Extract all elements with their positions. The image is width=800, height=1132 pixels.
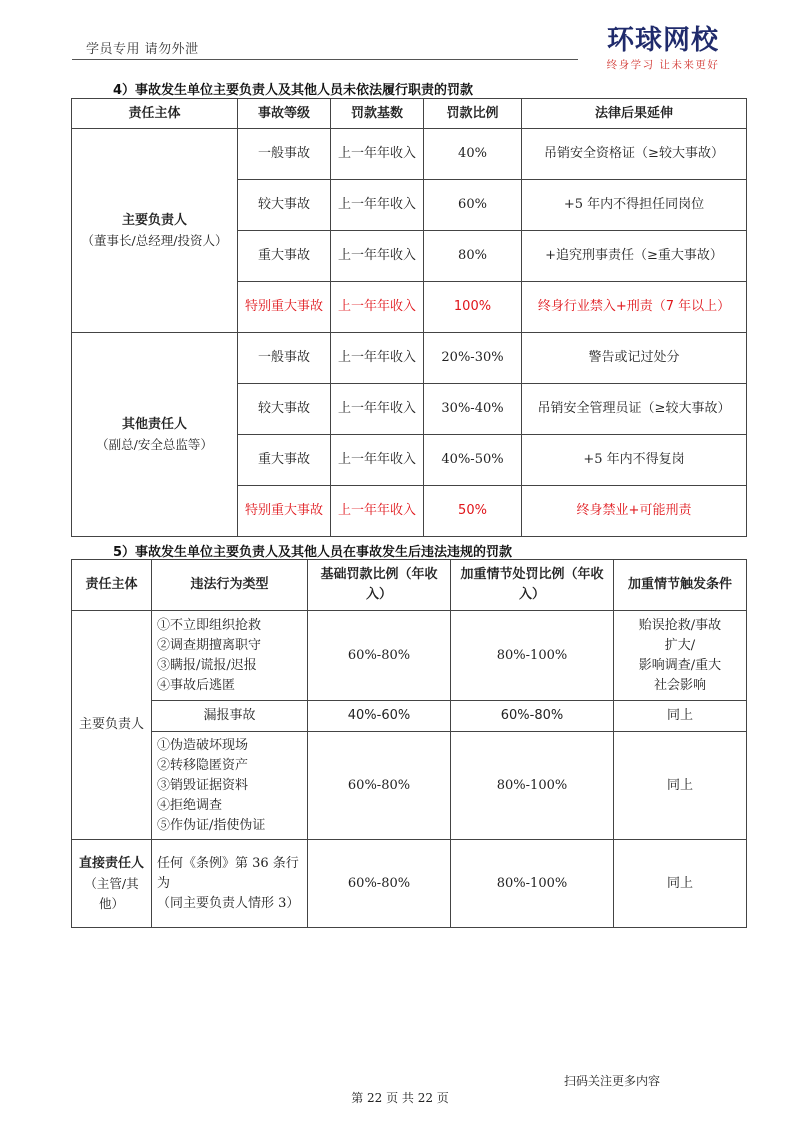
consequence-cell: 吊销安全管理员证（≥较大事故） — [522, 384, 747, 435]
col-header: 事故等级 — [238, 99, 331, 129]
subject-cell — [72, 333, 238, 537]
base-ratio-cell: 40%-60% — [308, 701, 451, 732]
subject-name: 主要负责人 — [121, 212, 187, 228]
base-cell: 上一年年收入 — [331, 333, 424, 384]
aggravated-ratio-cell: 80%-100% — [451, 611, 614, 701]
consequence-cell: +5 年内不得复岗 — [522, 435, 747, 486]
consequence-cell: 警告或记过处分 — [522, 333, 747, 384]
base-cell: 上一年年收入 — [331, 486, 424, 537]
subject-note: （副总/安全总监等） — [96, 436, 213, 452]
table-row — [72, 611, 747, 701]
trigger-line: 影响调查/重大 — [638, 657, 722, 673]
behavior-cell: 漏报事故 — [152, 701, 308, 732]
subject-name: 其他责任人 — [121, 416, 187, 432]
subject-cell — [72, 129, 238, 333]
subject-note: （主管/其他） — [84, 875, 139, 911]
section4-table — [71, 98, 747, 537]
level-cell: 一般事故 — [238, 129, 331, 180]
level-cell: 较大事故 — [238, 384, 331, 435]
subject-cell: 主要负责人 — [72, 611, 152, 840]
behavior-cell — [152, 611, 308, 701]
behavior-item: ①伪造破坏现场 — [157, 737, 249, 753]
consequence-cell: 终身禁业+可能刑责 — [522, 486, 747, 537]
ratio-cell: 20%-30% — [424, 333, 522, 384]
col-header: 加重情节处罚比例（年收入） — [451, 560, 614, 611]
aggravated-ratio-cell: 80%-100% — [451, 840, 614, 928]
consequence-cell: +5 年内不得担任同岗位 — [522, 180, 747, 231]
section5-title: 5）事故发生单位主要负责人及其他人员在事故发生后违法违规的罚款 — [113, 545, 513, 560]
consequence-cell: 终身行业禁入+刑责（7 年以上） — [522, 282, 747, 333]
table-row — [72, 732, 747, 840]
consequence-cell: 吊销安全资格证（≥较大事故） — [522, 129, 747, 180]
table-row — [72, 840, 747, 928]
col-header: 罚款基数 — [331, 99, 424, 129]
base-cell: 上一年年收入 — [331, 129, 424, 180]
behavior-cell — [152, 840, 308, 928]
aggravated-ratio-cell: 60%-80% — [451, 701, 614, 732]
ratio-cell: 50% — [424, 486, 522, 537]
logo-slogan: 终身学习 让未来更好 — [606, 59, 720, 71]
trigger-cell: 同上 — [614, 732, 747, 840]
table-row — [72, 701, 747, 732]
base-ratio-cell: 60%-80% — [308, 611, 451, 701]
trigger-line: 扩大/ — [664, 637, 696, 653]
behavior-item: ④事故后逃匿 — [157, 677, 236, 693]
behavior-item: ⑤作伪证/指使伪证 — [157, 817, 266, 833]
trigger-cell: 同上 — [614, 701, 747, 732]
ratio-cell: 30%-40% — [424, 384, 522, 435]
level-cell: 特别重大事故 — [238, 282, 331, 333]
behavior-cell — [152, 732, 308, 840]
col-header: 法律后果延伸 — [522, 99, 747, 129]
level-cell: 重大事故 — [238, 231, 331, 282]
base-cell: 上一年年收入 — [331, 180, 424, 231]
aggravated-ratio-cell: 80%-100% — [451, 732, 614, 840]
section5-table — [71, 559, 747, 928]
logo — [588, 26, 738, 78]
col-header: 责任主体 — [72, 99, 238, 129]
level-cell: 重大事故 — [238, 435, 331, 486]
table-header-row — [72, 99, 747, 129]
base-ratio-cell: 60%-80% — [308, 732, 451, 840]
base-cell: 上一年年收入 — [331, 384, 424, 435]
behavior-item: （同主要负责人情形 3） — [157, 895, 300, 911]
behavior-item: ③瞒报/谎报/迟报 — [157, 657, 257, 673]
consequence-cell: +追究刑事责任（≥重大事故） — [522, 231, 747, 282]
subject-cell — [72, 840, 152, 928]
col-header: 基础罚款比例（年收入） — [308, 560, 451, 611]
ratio-cell: 60% — [424, 180, 522, 231]
col-header: 责任主体 — [72, 560, 152, 611]
header-divider — [72, 59, 578, 60]
table-row — [72, 129, 747, 180]
subject-name: 直接责任人 — [78, 855, 144, 871]
trigger-cell — [614, 611, 747, 701]
level-cell: 一般事故 — [238, 333, 331, 384]
subject-note: （董事长/总经理/投资人） — [81, 232, 228, 248]
col-header: 违法行为类型 — [152, 560, 308, 611]
ratio-cell: 40%-50% — [424, 435, 522, 486]
logo-main-text: 环球网校 — [607, 25, 719, 56]
col-header: 罚款比例 — [424, 99, 522, 129]
trigger-cell: 同上 — [614, 840, 747, 928]
table-row — [72, 333, 747, 384]
base-ratio-cell: 60%-80% — [308, 840, 451, 928]
base-cell: 上一年年收入 — [331, 231, 424, 282]
behavior-item: ④拒绝调查 — [157, 797, 223, 813]
footer-qr-text: 扫码关注更多内容 — [564, 1074, 661, 1088]
behavior-item: ②转移隐匿资产 — [157, 757, 249, 773]
table-header-row — [72, 560, 747, 611]
base-cell: 上一年年收入 — [331, 435, 424, 486]
behavior-item: ③销毁证据资料 — [157, 777, 249, 793]
col-header: 加重情节触发条件 — [614, 560, 747, 611]
trigger-line: 贻误抢救/事故 — [638, 617, 722, 633]
level-cell: 特别重大事故 — [238, 486, 331, 537]
base-cell: 上一年年收入 — [331, 282, 424, 333]
ratio-cell: 40% — [424, 129, 522, 180]
section4-title: 4）事故发生单位主要负责人及其他人员未依法履行职责的罚款 — [113, 83, 474, 98]
trigger-line: 社会影响 — [653, 677, 706, 693]
ratio-cell: 100% — [424, 282, 522, 333]
ratio-cell: 80% — [424, 231, 522, 282]
level-cell: 较大事故 — [238, 180, 331, 231]
page-number: 第 22 页 共 22 页 — [351, 1091, 449, 1105]
behavior-item: 任何《条例》第 36 条行为 — [157, 855, 299, 891]
behavior-item: ②调查期擅离职守 — [157, 637, 262, 653]
header-left-text: 学员专用 请勿外泄 — [86, 42, 199, 57]
behavior-item: ①不立即组织抢救 — [157, 617, 262, 633]
